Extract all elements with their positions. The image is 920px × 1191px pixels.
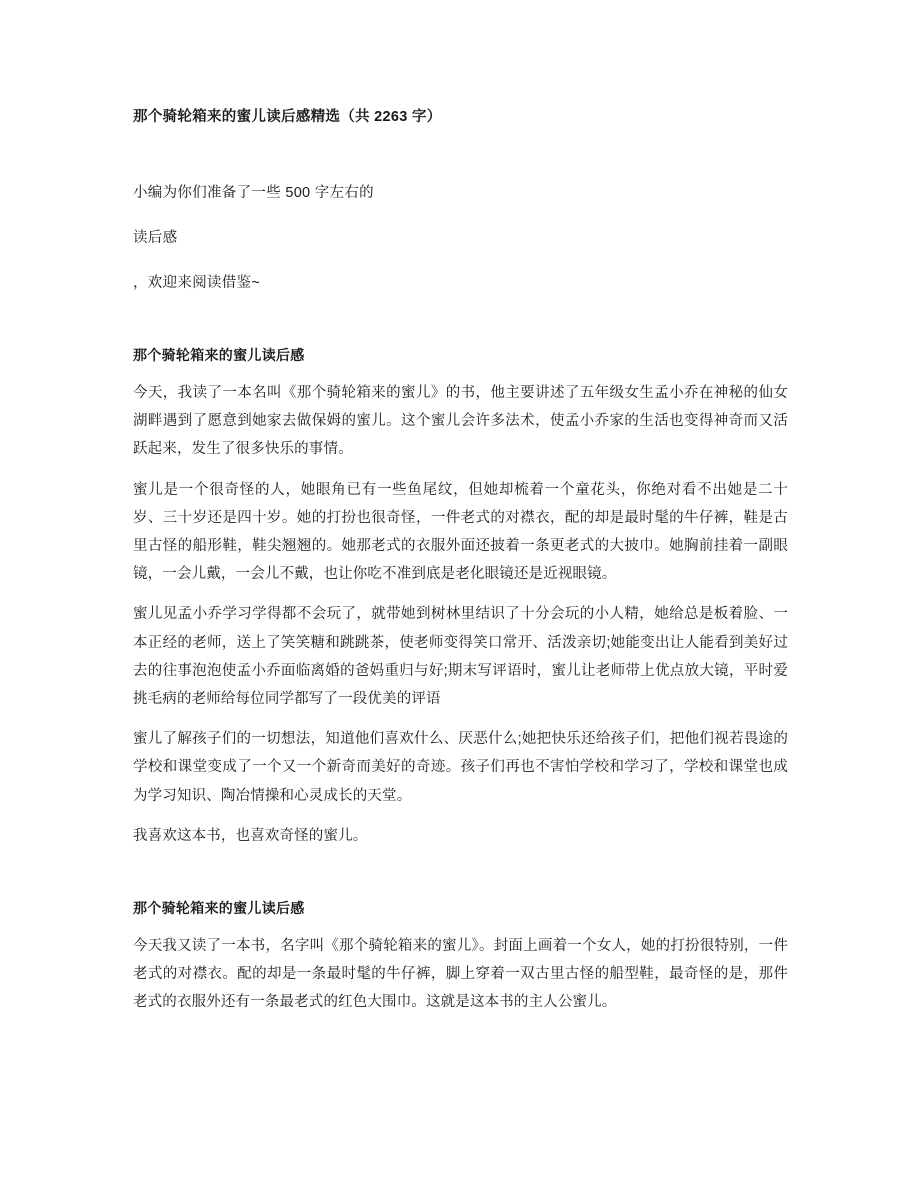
intro-line-3: ，欢迎来阅读借鉴~ (133, 275, 261, 291)
intro-line-1: 小编为你们准备了一些 500 字左右的 (133, 185, 374, 201)
document-content (133, 0, 788, 1017)
section-1-paragraph-5: 我喜欢这本书，也喜欢奇怪的蜜儿。 (133, 827, 368, 844)
section-1-paragraph-4: 蜜儿了解孩子们的一切想法，知道他们喜欢什么、厌恶什么;她把快乐还给孩子们，把他们视若畏途的学校和课堂变成了一个又一个新奇而美好的奇迹。孩子们再也不害怕学校和学习了，学校和课堂也成为学习知识、陶冶情操和心灵成长的天堂。 (133, 731, 788, 804)
section-1-paragraph-1: 今天，我读了一本名叫《那个骑轮箱来的蜜儿》的书，他主要讲述了五年级女生孟小乔在神秘的仙女湖畔遇到了愿意到她家去做保姆的蜜儿。这个蜜儿会许多法术，使孟小乔家的生活也变得神奇而又活跃起来，发生了很多快乐的事情。 (133, 385, 788, 458)
section-2-heading: 那个骑轮箱来的蜜儿读后感 (133, 900, 305, 917)
intro-block (133, 131, 788, 297)
intro-line-2: 读后感 (133, 230, 178, 246)
section-1 (133, 297, 788, 850)
section-2-paragraph-1: 今天我又读了一本书，名字叫《那个骑轮箱来的蜜儿》。封面上画着一个女人，她的打扮很特别，一件老式的对襟衣。配的却是一条最时髦的牛仔裤，脚上穿着一双古里古怪的船型鞋，最奇怪的是，那件老式的衣服外还有一条最老式的红色大围巾。这就是这本书的主人公蜜儿。 (133, 938, 788, 1011)
section-1-paragraph-3: 蜜儿见孟小乔学习学得都不会玩了，就带她到树林里结识了十分会玩的小人精，她给总是板着脸、一本正经的老师，送上了笑笑糖和跳跳茶，使老师变得笑口常开、活泼亲切;她能变出让人能看到美好过去的往事泡泡使孟小乔面临离婚的爸妈重归与好;期末写评语时，蜜儿让老师带上优点放大镜，平时爱挑毛病的老师给每位同学都写了一段优美的评语 (133, 606, 788, 708)
page-title: 那个骑轮箱来的蜜儿读后感精选（共 2263 字） (133, 109, 442, 125)
section-1-heading: 那个骑轮箱来的蜜儿读后感 (133, 347, 305, 363)
section-1-paragraph-2: 蜜儿是一个很奇怪的人，她眼角已有一些鱼尾纹，但她却梳着一个童花头，你绝对看不出她是二十岁、三十岁还是四十岁。她的打扮也很奇怪，一件老式的对襟衣，配的却是最时髦的牛仔裤，鞋是古里古怪的船形鞋，鞋尖翘翘的。她那老式的衣服外面还披着一条更老式的大披巾。她胸前挂着一副眼镜，一会儿戴，一会儿不戴，也让你吃不准到底是老化眼镜还是近视眼镜。 (133, 481, 788, 583)
section-2 (133, 850, 788, 1017)
